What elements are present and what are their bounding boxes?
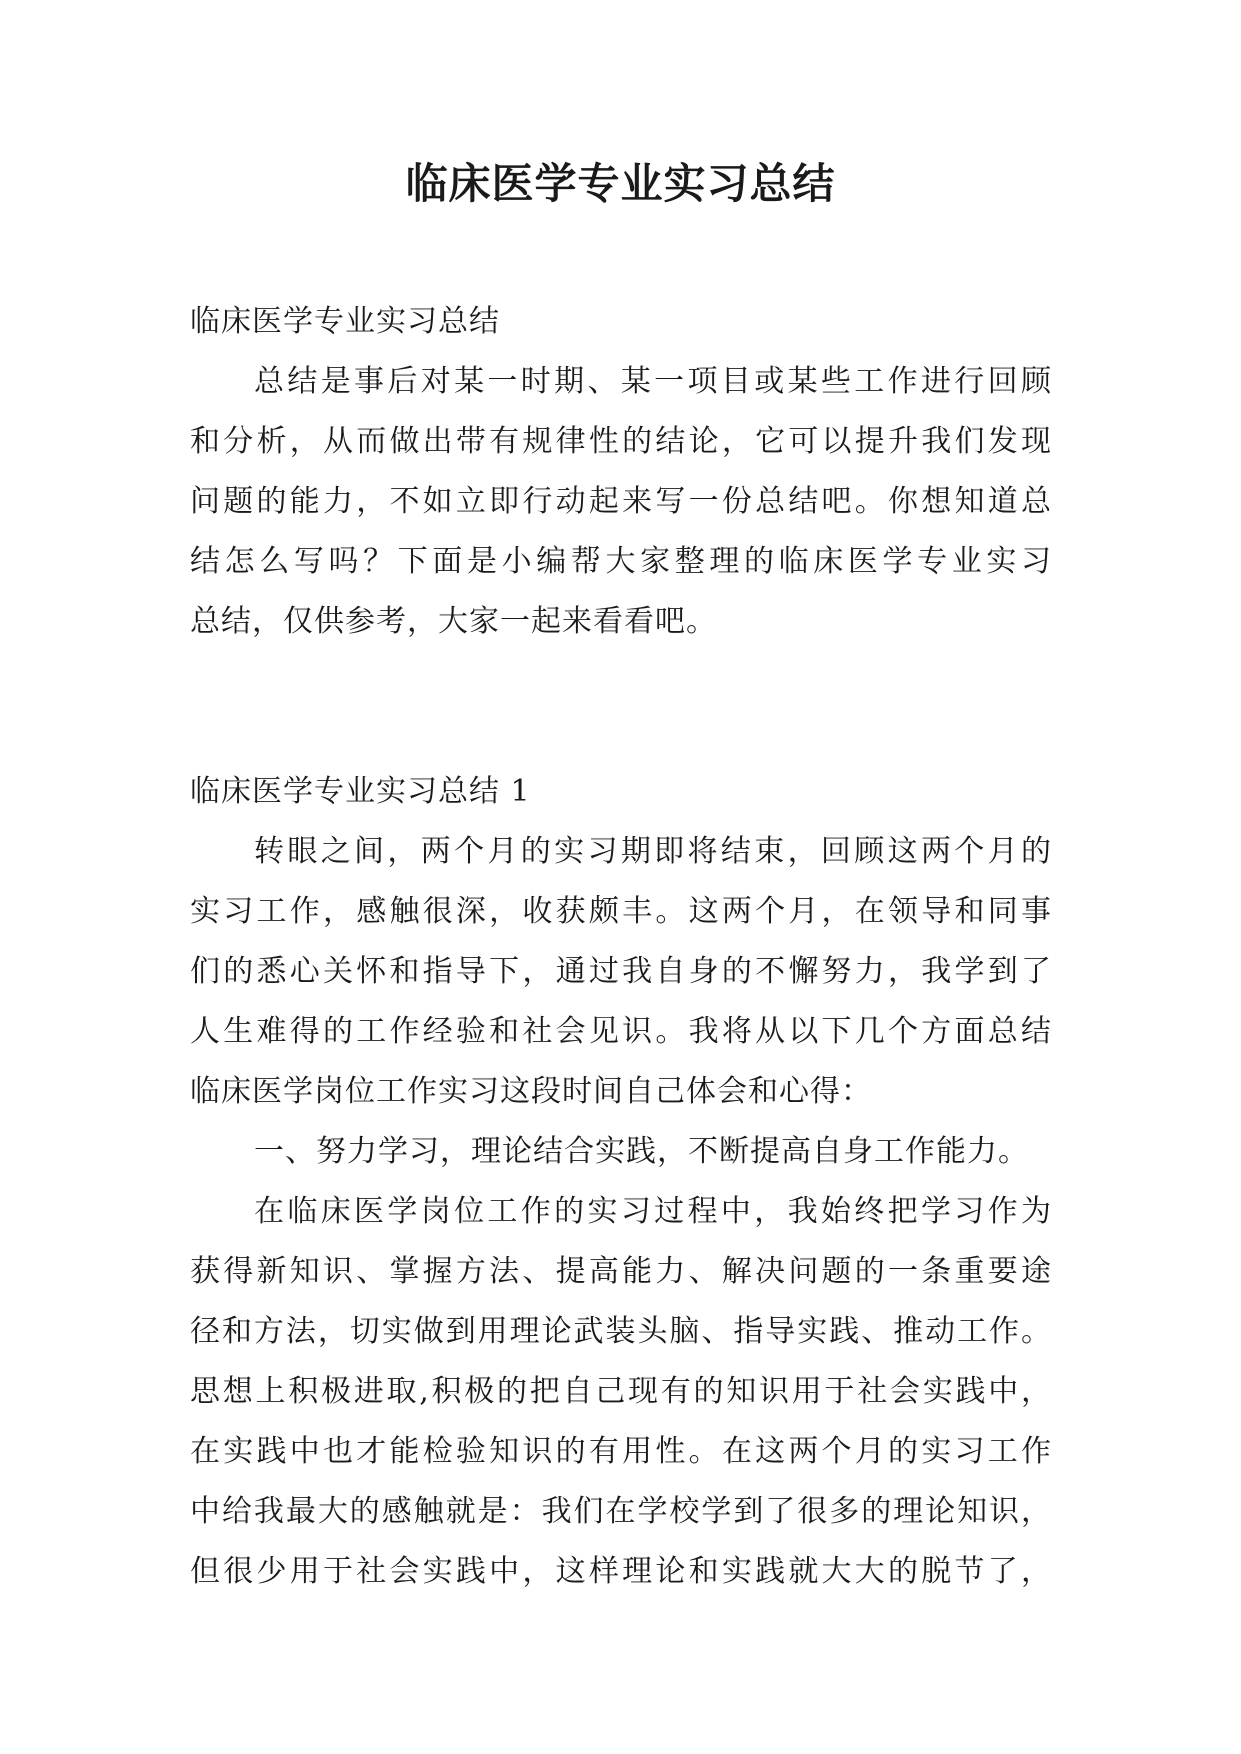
document-body xyxy=(190,292,1052,1602)
paragraph-line: 获得新知识、掌握方法、提高能力、解决问题的一条重要途 xyxy=(190,1254,1052,1289)
paragraph-line: 人生难得的工作经验和社会见识。我将从以下几个方面总结 xyxy=(190,1014,1052,1049)
paragraph-line: 和分析，从而做出带有规律性的结论，它可以提升我们发现 xyxy=(190,424,1052,459)
subsection-heading-1: 一、努力学习，理论结合实践，不断提高自身工作能力。 xyxy=(254,1134,1029,1169)
document-title: 临床医学专业实习总结 xyxy=(405,159,836,208)
section-heading-intro: 临床医学专业实习总结 xyxy=(190,304,500,339)
paragraph-line: 总结，仅供参考，大家一起来看看吧。 xyxy=(190,604,717,639)
paragraph-1 xyxy=(190,822,1052,1122)
paragraph-line: 在实践中也才能检验知识的有用性。在这两个月的实习工作 xyxy=(190,1434,1052,1469)
paragraph-line: 临床医学岗位工作实习这段时间自己体会和心得： xyxy=(190,1074,872,1109)
paragraph-line: 思想上积极进取,积极的把自己现有的知识用于社会实践中， xyxy=(190,1374,1052,1409)
paragraph-line: 中给我最大的感触就是：我们在学校学到了很多的理论知识， xyxy=(190,1494,1052,1529)
paragraph-line: 在临床医学岗位工作的实习过程中，我始终把学习作为 xyxy=(254,1194,1052,1229)
section-heading-1: 临床医学专业实习总结 1 xyxy=(190,774,531,809)
intro-paragraph xyxy=(190,352,1052,652)
paragraph-line: 问题的能力，不如立即行动起来写一份总结吧。你想知道总 xyxy=(190,484,1052,519)
paragraph-line: 但很少用于社会实践中，这样理论和实践就大大的脱节了， xyxy=(190,1554,1052,1589)
paragraph-2 xyxy=(190,1182,1052,1602)
paragraph-line: 结怎么写吗？下面是小编帮大家整理的临床医学专业实习 xyxy=(190,544,1052,579)
blank-space xyxy=(190,652,1052,762)
paragraph-line: 实习工作，感触很深，收获颇丰。这两个月，在领导和同事 xyxy=(190,894,1052,929)
paragraph-line: 径和方法，切实做到用理论武装头脑、指导实践、推动工作。 xyxy=(190,1314,1052,1349)
paragraph-line: 总结是事后对某一时期、某一项目或某些工作进行回顾 xyxy=(254,364,1052,399)
paragraph-line: 转眼之间，两个月的实习期即将结束，回顾这两个月的 xyxy=(254,834,1052,869)
paragraph-line: 们的悉心关怀和指导下，通过我自身的不懈努力，我学到了 xyxy=(190,954,1052,989)
